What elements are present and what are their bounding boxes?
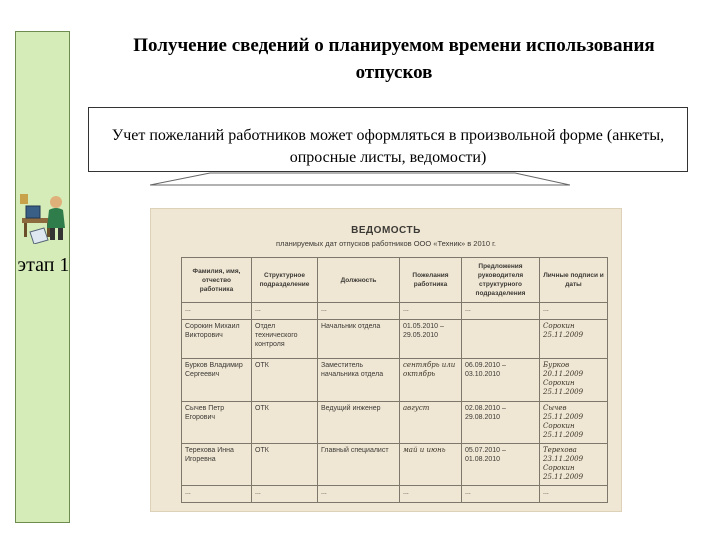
table-cell: Бурков Владимир Сергеевич [182,359,252,401]
table-row [182,320,608,359]
table-cell: 02.08.2010 – 29.08.2010 [462,401,540,443]
table-row [182,444,608,486]
table-cell: ... [400,486,462,503]
callout-text: Учет пожеланий работников может оформляться в произвольной форме (анкеты, опросные листы, ведомости) [111,127,665,166]
table-cell: ... [252,486,318,503]
table-cell: ... [540,303,608,320]
table-cell: ОТК [252,444,318,486]
table-cell: 01.05.2010 – 29.05.2010 [400,320,462,359]
table-row [182,359,608,401]
signature-cell: Сорокин 25.11.2009 [540,320,608,359]
person-at-desk-icon [18,192,74,244]
column-header: Должность [318,258,400,303]
table-cell: ... [462,303,540,320]
column-header: Фамилия, имя, отчество работника [182,258,252,303]
table-cell: август [400,401,462,443]
table-cell: ... [400,303,462,320]
table-cell: 05.07.2010 – 01.08.2010 [462,444,540,486]
table-cell: ... [540,486,608,503]
table-cell: Заместитель начальника отдела [318,359,400,401]
signature-cell: Сычев 25.11.2009 Сорокин 25.11.2009 [540,401,608,443]
signature-cell: Бурков 20.11.2009 Сорокин 25.11.2009 [540,359,608,401]
signature-cell: Терехова 23.11.2009 Сорокин 25.11.2009 [540,444,608,486]
table-cell [462,320,540,359]
table-cell: сентябрь или октябрь [400,359,462,401]
table-cell: 06.09.2010 – 03.10.2010 [462,359,540,401]
table-row [182,401,608,443]
table-cell: Терехова Инна Игоревна [182,444,252,486]
statement-document-image [150,208,622,512]
table-cell: Сычев Петр Егорович [182,401,252,443]
callout-pointer [150,171,570,211]
table-cell: ... [182,303,252,320]
slide-title: Получение сведений о планируемом времени использования отпусков [133,35,655,83]
table-cell: Ведущий инженер [318,401,400,443]
table-cell: ... [462,486,540,503]
table-cell: ОТК [252,401,318,443]
table-cell: май и июнь [400,444,462,486]
table-row [182,303,608,320]
table-cell: Главный специалист [318,444,400,486]
vacation-table [181,257,608,503]
table-cell: Сорокин Михаил Викторович [182,320,252,359]
column-header: Предложения руководителя структурного подразделения [462,258,540,303]
column-header: Структурное подразделение [252,258,318,303]
table-cell: ... [182,486,252,503]
table-cell: Начальник отдела [318,320,400,359]
table-cell: Отдел технического контроля [252,320,318,359]
document-title: ВЕДОМОСТЬ [351,225,421,236]
stage-label: этап 1 [17,254,70,276]
table-cell: ОТК [252,359,318,401]
column-header: Пожелания работника [400,258,462,303]
table-header-row [182,258,608,303]
document-subtitle: планируемых дат отпусков работников ООО «Техник» в 2010 г. [276,239,496,248]
table-cell: ... [318,303,400,320]
column-header: Личные подписи и даты [540,258,608,303]
table-row [182,486,608,503]
table-cell: ... [252,303,318,320]
table-cell: ... [318,486,400,503]
